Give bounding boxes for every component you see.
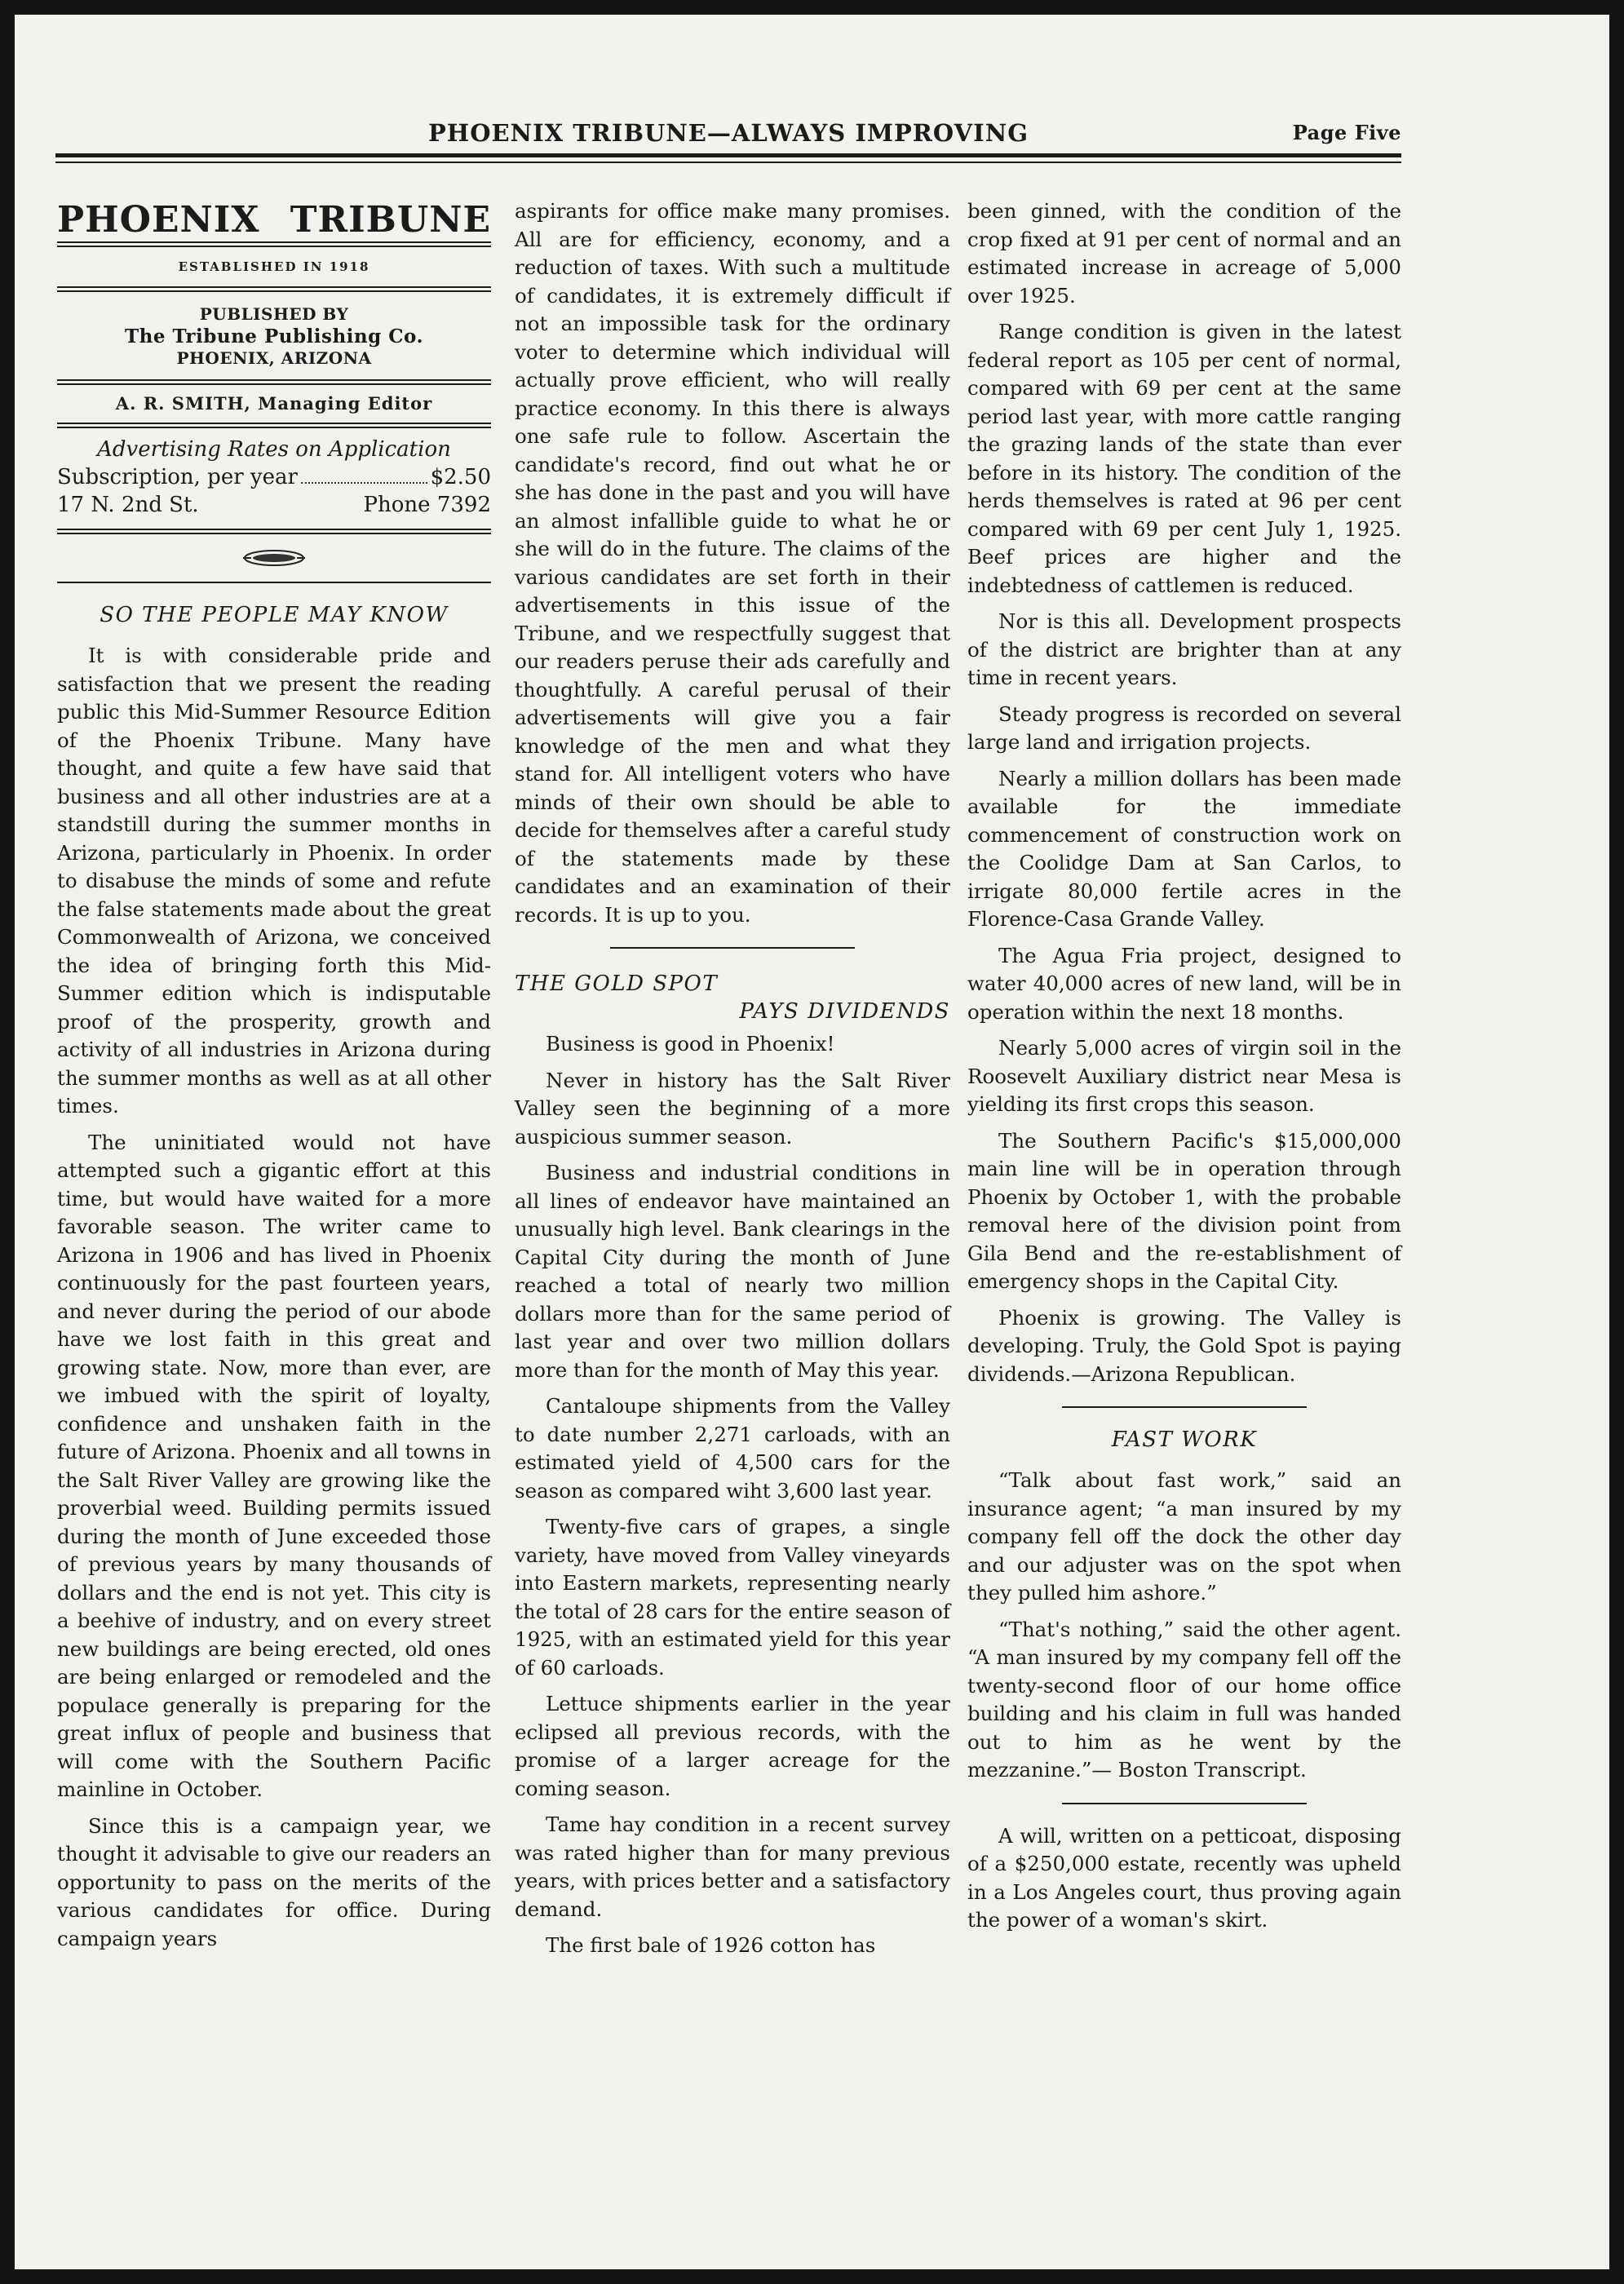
article-paragraph: The Agua Fria project, designed to water 40,000 acres of new land, will be in operation within the next 18 months. <box>967 943 1401 1024</box>
article-paragraph: A will, written on a petticoat, disposing of a $250,000 estate, recently was upheld in a Los Angeles court, thus proving again the power of a woman's skirt. <box>967 1823 1401 1932</box>
header-thick-rule <box>55 153 1401 157</box>
published-by-label: PUBLISHED BY <box>199 304 349 324</box>
article-paragraph: Since this is a campaign year, we thought it advisable to give our readers an opportunity to pass on the merits of the various candidates for office. During campaign years <box>57 1813 491 1950</box>
header-thin-rule <box>55 162 1401 163</box>
dot-leader <box>301 463 427 484</box>
article-paragraph: Business and industrial conditions in all lines of endeavor have maintained an unusually high level. Bank clearings in the Capital City during the month of June reached a total of nearly two million dollars more than for the same period of last year and over two million dollars more than for the month of May this year. <box>515 1161 950 1382</box>
newspaper-page <box>15 15 1609 2269</box>
publisher-block <box>57 292 491 379</box>
article-paragraph: Phoenix is growing. The Valley is developing. Truly, the Gold Spot is paying dividends.—Arizona Republican. <box>967 1305 1401 1386</box>
running-head <box>55 119 1401 152</box>
masthead-double-rule-3 <box>57 379 491 385</box>
article-paragraph: Business is good in Phoenix! <box>546 1032 835 1056</box>
heading-line-1: THE GOLD SPOT <box>515 972 719 996</box>
section-divider <box>1062 1803 1307 1804</box>
section-divider <box>610 947 855 949</box>
article-paragraph: The first bale of 1926 cotton has <box>546 1933 876 1957</box>
street-address: 17 N. 2nd St. <box>57 493 199 517</box>
article-paragraph: Never in history has the Salt River Valley seen the beginning of a more auspicious summer season. <box>515 1068 950 1149</box>
subscription-label: Subscription, per year <box>57 465 298 489</box>
article-paragraph: Tame hay condition in a recent survey was rated higher than for many previous years, with prices better and a satisfactory demand. <box>515 1813 950 1921</box>
article-paragraph: Nor is this all. Development prospects of the district are brighter than at any time in recent years. <box>967 609 1401 689</box>
article-paragraph: The uninitiated would not have attempted such a gigantic effort at this time, but would have waited for a more favorable season. The writer came to Arizona in 1906 and has lived in Phoenix continuously for the past fourteen years, and never during the period of our abode have we lost faith in this great and growing state. Now, more than ever, are we imbued with the spirit of loyalty, confidence and unshaken faith in the future of Arizona. Phoenix and all towns in the Salt River Valley are growing like the proverbial weed. Building permits issued during the month of June exceeded those of previous years by many thousands of dollars and the end is not yet. This city is a beehive of industry, and on every street new buildings are being erected, old ones are being enlarged or remodeled and the populace generally is preparing for the great influx of people and business that will come with the Southern Pacific mainline in October. <box>57 1130 491 1801</box>
masthead-double-rule-4 <box>57 423 491 428</box>
column-1 <box>57 199 491 1961</box>
article-paragraph-continued: been ginned, with the condition of the crop fixed at 91 per cent of normal and an estimated increase in acreage of 5,000 over 1925. <box>967 199 1401 308</box>
masthead-double-rule-5 <box>57 529 491 534</box>
phone-number: Phone 7392 <box>363 493 491 517</box>
section-divider <box>1062 1406 1307 1408</box>
column-3 <box>967 197 1401 1943</box>
article-heading-fast-work: FAST WORK <box>1111 1428 1258 1452</box>
article-paragraph: It is with considerable pride and satisfaction that we present the reading public this Mid-Summer Resource Edition of the Phoenix Tribune. Many have thought, and quite a few have said that business and all other industries are at a standstill during the summer months in Arizona, particularly in Phoenix. In order to disabuse the minds of some and refute the false statements made about the great Commonwealth of Arizona, we conceived the idea of bringing forth this Mid-Summer edition which is indisputable proof of the prosperity, growth and activity of all industries in Arizona during the summer months as well as at all other times. <box>57 644 491 1118</box>
masthead-double-rule-2 <box>57 286 491 292</box>
ad-rates-line: Advertising Rates on Application <box>97 437 451 462</box>
masthead-title-left: PHOENIX <box>57 199 260 241</box>
masthead-title-right: TRIBUNE <box>290 199 491 241</box>
article-paragraph: Range condition is given in the latest federal report as 105 per cent of normal, compared with 69 per cent at the same period last year, with more cattle ranging the grazing lands of the state than ever before in its history. The condition of the herds themselves is rated at 96 per cent compared with 69 per cent July 1, 1925. Beef prices are higher and the indebtedness of cattlemen is reduced. <box>967 320 1401 597</box>
article-paragraph: “Talk about fast work,” said an insurance agent; “a man insured by my company fell off the dock the other day and our adjuster was on the spot when they pulled him ashore.” <box>967 1468 1401 1605</box>
established-line: ESTABLISHED IN 1918 <box>178 259 370 274</box>
subscription-price: $2.50 <box>430 465 491 489</box>
article-paragraph-continued: aspirants for office make many promises. All are for efficiency, economy, and a reduction of taxes. With such a multitude of candidates, it is extremely difficult if not an impossible task for the ordinary voter to determine which individual will actually prove efficient, who will really practice economy. In this there is always one safe rule to follow. Ascertain the candidate's record, find out what he or she has done in the past and you will have an almost infallible guide to what he or she will do in the future. The claims of the various candidates are set forth in their advertisements in this issue of the Tribune, and we respectfully suggest that our readers peruse their ads carefully and thoughtfully. A careful perusal of their advertisements will give you a fair knowledge of the men and what they stand for. All intelligent voters who have minds of their own should be able to decide for themselves after a careful study of the statements made by these candidates and an examination of their records. It is up to you. <box>515 199 950 927</box>
publisher-name: The Tribune Publishing Co. <box>125 325 423 347</box>
article-paragraph: Nearly 5,000 acres of virgin soil in the Roosevelt Auxiliary district near Mesa is yielding its first crops this season. <box>967 1036 1401 1116</box>
article-paragraph: “That's nothing,” said the other agent. “A man insured by my company fell off the twenty-second floor of our home office building and his claim in full was handed out to him as he went by the mezzanine.”— Boston Transcript. <box>967 1617 1401 1782</box>
column-2 <box>515 197 950 1968</box>
article-paragraph: Cantaloupe shipments from the Valley to date number 2,271 carloads, with an estimated yield of 4,500 cars for the season as compared wiht 3,600 last year. <box>515 1394 950 1503</box>
article-paragraph: The Southern Pacific's $15,000,000 main line will be in operation through Phoenix by October 1, with the probable removal here of the division point from Gila Bend and the re-establishment of emergency shops in the Capital City. <box>967 1128 1401 1293</box>
article-heading-gold-spot <box>515 970 950 1025</box>
article-paragraph: Lettuce shipments earlier in the year eclipsed all previous records, with the promise of a larger acreage for the coming season. <box>515 1692 950 1800</box>
article-paragraph: Steady progress is recorded on several large land and irrigation projects. <box>967 702 1401 754</box>
running-head-title: PHOENIX TRIBUNE—ALWAYS IMPROVING <box>427 119 1029 147</box>
page-number: Page Five <box>1292 121 1401 144</box>
article-paragraph: Twenty-five cars of grapes, a single variety, have moved from Valley vineyards into Eastern markets, representing nearly the total of 28 cars for the entire season of 1925, with an estimated yield for this year of 60 carloads. <box>515 1515 950 1680</box>
masthead-title <box>57 199 491 241</box>
article-paragraph: Nearly a million dollars has been made available for the immediate commencement of construction work on the Coolidge Dam at San Carlos, to irrigate 80,000 fertile acres in the Florence-Casa Grande Valley. <box>967 766 1401 931</box>
ornament-icon <box>57 534 491 582</box>
publisher-location: PHOENIX, ARIZONA <box>176 348 372 368</box>
article-heading-people-may-know: SO THE PEOPLE MAY KNOW <box>100 603 449 627</box>
masthead-double-rule <box>57 241 491 247</box>
managing-editor: A. R. SMITH, Managing Editor <box>115 393 433 414</box>
subscription-line <box>57 463 491 491</box>
masthead-bottom-rule <box>57 582 491 583</box>
address-line <box>57 491 491 529</box>
heading-line-2: PAYS DIVIDENDS <box>739 999 950 1024</box>
